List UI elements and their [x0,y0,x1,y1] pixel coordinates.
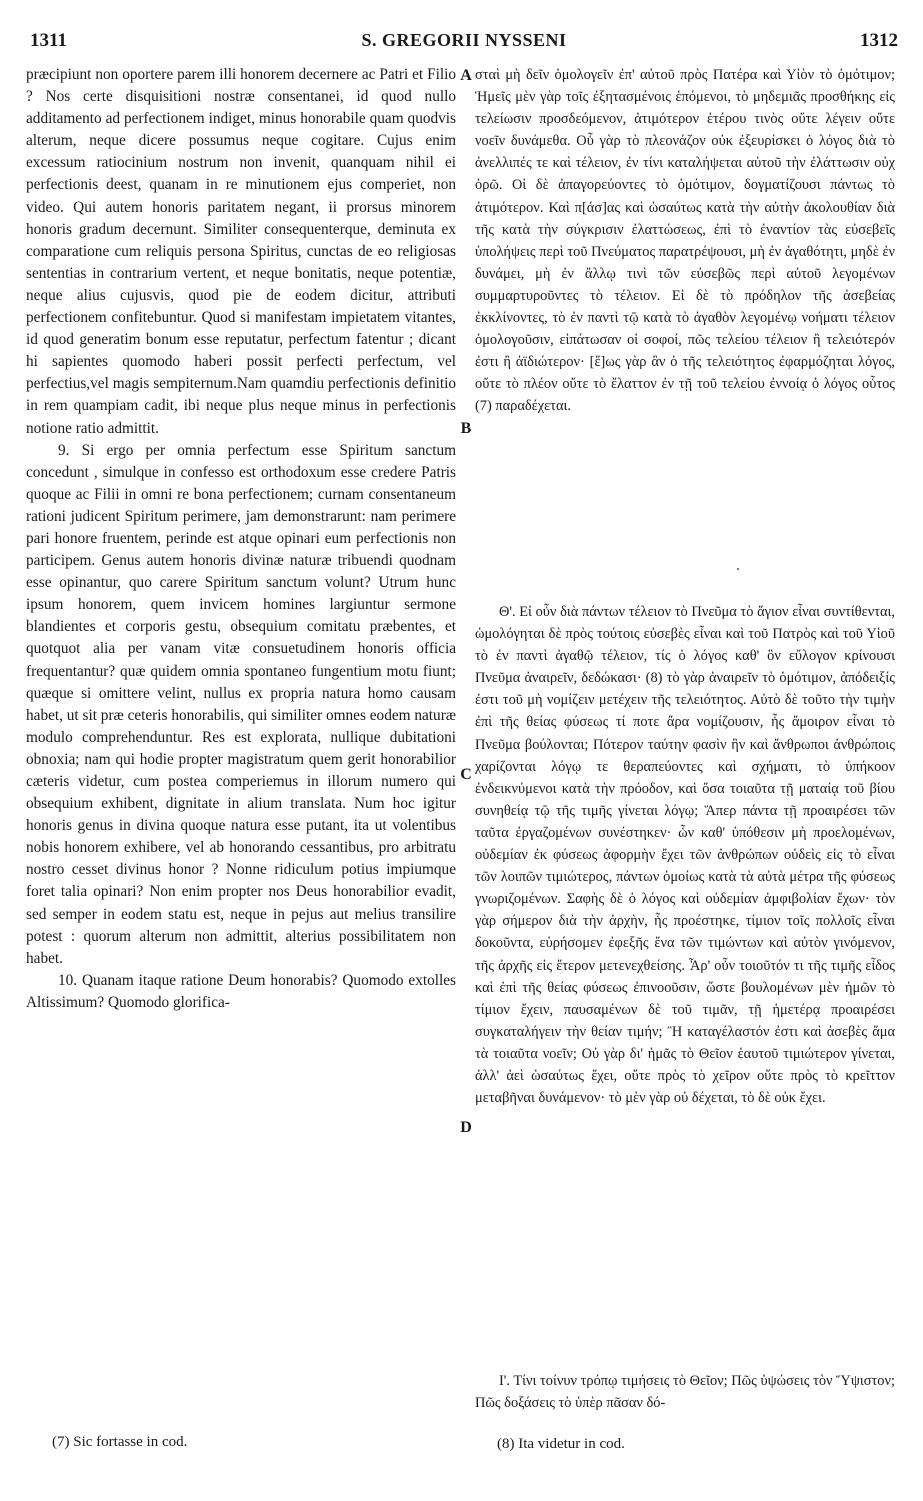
page-number-left: 1311 [30,30,67,51]
latin-paragraph-9: 9. Si ergo per omnia perfectum esse Spiritum sanctum concedunt , simulque in confesso est orthodoxum esse credere Patris quoque ac Filii in omni re bona perfectionem; curnam consentaneum rationi judicent Spiritum perimere, jam demonstrarunt: nam perimere pari honore fruentem, perinde est atque opinari eum perfectionis non participem. Genus autem honoris divinæ naturæ tribuendi quodnam esse opinantur, quo carere Spiritum sanctum volunt? Utrum hunc ipsum honorem, quem invicem homines largiuntur sermone blandientes et corporis gestu, obsequium comitatu præbentes, et quotquot alia per vanam vitæ consuetudinem honoris officia frequentantur? quæ quidem omnia spontaneo fungentium motu fiunt; quæque si omittere velint, nullus ex propria natura homo causam habet, ut sit præ ceteris honorabilis, qui similiter omnes eodem naturæ modulo comprehenduntur. Res est explorata, nullique dubitationi obnoxia; nam qui hodie propter magistratum quem gerit honorabilior cæteris videtur, cum postea comperiemus in illorum numero qui obsequium exhibent, dignitate in alium translata. Num hoc igitur honoris genus in divina quoque natura esse putant, ita ut volentibus nobis honorem exhibere, vel ab honorando cessantibus, pro arbitratu nostro cesset divinus honor ? Nonne ridiculum potius impiumque foret talia opinari? Non enim propter nos Deus honorabilior evadit, sed semper in eodem statu est, neque in pejus aut melius transilire potest : quorum alterum non admittit, alterius possibilitatem non habet. [26,441,456,967]
running-title: S. GREGORII NYSSENI [361,30,567,50]
footnote-8: (8) Ita videtur in cod. [497,1436,625,1452]
latin-paragraph: præcipiunt non oportere parem illi honorem decernere ac Patri et Filio ? Nos certe disquisitioni nostræ consentanei, id quod nullo additamento ad perfectionem indiget, minus honorabile quam quodvis alterum, neque dicere possumus neque cogitare. Cujus enim excessum ratiocinium nostrum non invenit, quanquam nihil ei perfectionis deest, quanam in re minutionem ejus comperiet, non video. Qui autem honoris paritatem negant, ii prorsus minorem honoris gradum decernunt. Similiter consequenterque, deminuta ex comparatione cum reliquis persona Spiritus, cunctas de eo religiosas sententias in contrarium vertent, et neque bonitatis, neque potentiæ, neque alius cujusvis, quod pie de eodem dicitur, attributi perfectionem confitebuntur. Quod si manifestam impietatem vitantes, id quod generatim bonum esse reputatur, perfectum fatentur ; dicant hi sapientes quomodo haberi possit perfecti perfectum, vel perfectius,vel magis sempiternum.Nam quamdiu perfectionis definitio in rem quampiam cadit, ibi neque plus neque minus in perfectionis notione ratio admittit. [26,66,456,437]
margin-marker-b: B [460,420,472,437]
greek-paragraph-top: σταὶ μὴ δεῖν ὁμολογεῖν ἐπ' αὐτοῦ πρὸς Πατέρα καὶ Υἱὸν τὸ ὁμότιμον; Ἡμεῖς μὲν γὰρ τοῖς ἐξητασμένοις ἑπόμενοι, τὸ μηδεμιᾶς προσθήκης εἰς τελείωσιν προσδεόμενον, ἀτιμότερον ἑτέρου τινὸς οὔτε λέγειν οὔτε νοεῖν δυνάμεθα. Οὗ γὰρ τὸ πλεονάζον οὐκ ἐξευρίσκει ὁ λόγος διὰ τὸ ἀνελλιπές τε καὶ τέλειον, ἐν τίνι καταλήψεται αὐτοῦ τὴν ἐλάττωσιν οὐχ ὁρῶ. Οἱ δὲ ἀπαγορεύοντες τὸ ὁμότιμον, δογματίζουσι πάντως τὸ ἀτιμότερον. Καὶ π[άσ]ας καὶ ὡσαύτως κατὰ τὴν αὐτὴν ἀκολουθίαν διὰ τῆς κατὰ τὴν σύγκρισιν ἐλαττώσεως, ἐπὶ τὸ ἐναντίον τὰς εὐσεβεῖς ὑπολήψεις περὶ τοῦ Πνεύματος παρατρέψουσι, μὴ ἐν ἀγαθότητι, μηδὲ ἐν δυνάμει, μὴ ἐν ἄλλῳ τινὶ τῶν εὐσεβῶς περὶ αὐτοῦ λεγομένων συμμαρτυροῦντες τὸ τέλειον. Εἰ δὲ τὸ πρόδηλον τῆς ἀσεβείας ἐκκλίνοντες, τὸ ἐν παντὶ τῷ κατὰ τὸ ἀγαθὸν λεγομένῳ νοήματι τέλειον ὁμολογοῦσιν, εἰπάτωσαν οἱ σοφοί, πῶς τελείου τέλειον ἢ τελειότερόν ἐστι ἢ ἀϊδιώτερον· [ἕ]ως γὰρ ἂν ὁ τῆς τελειότητος ἐφαρμόζηται λόγος, οὔτε τὸ πλέον οὔτε τὸ ἔλαττον ἐν τῇ τοῦ τελείου ἐννοίᾳ ὁ λόγος οὗτος (7) παραδέχεται. [475,67,895,415]
stray-dot [737,568,739,570]
margin-marker-c: C [460,766,472,783]
greek-paragraph-9: Θ'. Εἰ οὖν διὰ πάντων τέλειον τὸ Πνεῦμα τὸ ἅγιον εἶναι συντίθενται, ὡμολόγηται δὲ πρὸς τούτοις εὐσεβὲς εἶναι καὶ τοῦ Πατρὸς καὶ τοῦ Υἱοῦ τὸ ἐν παντὶ ἀγαθῷ τέλειον, τίς ὁ λόγος καθ' ὃν εὔλογον κρίνουσι Πνεῦμα ἀναιρεῖν, δεδώκασι· (8) τὸ γὰρ ἀναιρεῖν τὸ ὁμότιμον, ἀπόδειξίς ἐστι τοῦ μὴ νομίζειν μετέχειν τῆς τελειότητος. Αὐτὸ δὲ τοῦτο τὴν τιμὴν ἐπὶ τῆς θείας φύσεως τί ποτε ἄρα νομίζουσιν, ἧς ἄμοιρον εἶναι τὸ Πνεῦμα βούλονται; Πότερον ταύτην φασὶν ἣν καὶ ἄνθρωποι ἀνθρώποις χαρίζονται λόγῳ τε θεραπεύοντες καὶ σχήματι, τὸ ὑπήκοον ἐνδεικνύμενοι κατὰ τὴν πρόοδον, καὶ ὅσα τοιαῦτα τῇ ματαίᾳ τοῦ βίου συνηθείᾳ τῷ τῆς τιμῆς γίνεται λόγῳ; Ἅπερ πάντα τῇ προαιρέσει τῶν ταῦτα ἐργαζομένων συνέστηκεν· ὧν καθ' ὑπόθεσιν μὴ προελομένων, οὐδεμίαν ἐκ φύσεως ἀφορμὴν ἔχει τῶν ἀνθρώπων οὐδεὶς εἰς τὸ εἶναι τῶν λοιπῶν τιμιώτερος, πάντων ὁμοίως κατὰ τὰ αὐτὰ μέτρα τῆς φύσεως γνωριζομένων. Σαφὴς δὲ ὁ λόγος καὶ οὐδεμίαν ἀμφιβολίαν ἔχων· τὸν γὰρ σήμερον διὰ τὴν ἀρχὴν, ἧς προέστηκε, τίμιον τοῖς πολλοῖς εἶναι δοκοῦντα, εὑρήσομεν ἐφεξῆς ἕνα τῶν τιμώντων καὶ αὐτὸν γινόμενον, τῆς ἀρχῆς εἰς ἕτερον μετενεχθείσης. Ἆρ' οὖν τοιοῦτόν τι τῆς τιμῆς εἶδος καὶ ἐπὶ τῆς θείας φύσεως ἐπινοοῦσιν, ὥστε βουλομένων μὲν ἡμῶν τὸ τίμιον ἔχειν, παυσαμένων δὲ τοῦ τιμᾶν, τῇ ἡμετέρᾳ προαιρέσει συγκαταλήγειν τὴν θείαν τιμήν; Ἢ καταγέλαστόν ἐστι καὶ ἀσεβὲς ἅμα τὰ τοιαῦτα νοεῖν; Οὐ γὰρ δι' ἡμᾶς τὸ Θεῖον ἑαυτοῦ τιμιώτερον γίνεται, ἀλλ' ἀεὶ ὡσαύτως ἔχει, οὔτε πρὸς τὸ χεῖρον οὔτε πρὸς τὸ κρεῖττον μεταβῆναι δυνάμενον· τὸ μὲν γὰρ οὐ δέχεται, τὸ δὲ οὐκ ἔχει. [475,604,895,1107]
footnote-7: (7) Sic fortasse in cod. [52,1434,188,1450]
page-header [30,30,898,62]
margin-marker-a: A [460,67,472,84]
page-number-right: 1312 [860,30,898,51]
margin-marker-d: D [460,1119,472,1136]
latin-paragraph-10: 10. Quanam itaque ratione Deum honorabis? Quomodo extolles Altissimum? Quomodo glorifica- [26,971,456,1011]
greek-paragraph-10: Ι'. Τίνι τοίνυν τρόπῳ τιμήσεις τὸ Θεῖον; Πῶς ὑψώσεις τὸν Ὕψιστον; Πῶς δοξάσεις τὸ ὑπὲρ πᾶσαν δό- [475,1373,895,1412]
latin-column [26,64,456,1014]
